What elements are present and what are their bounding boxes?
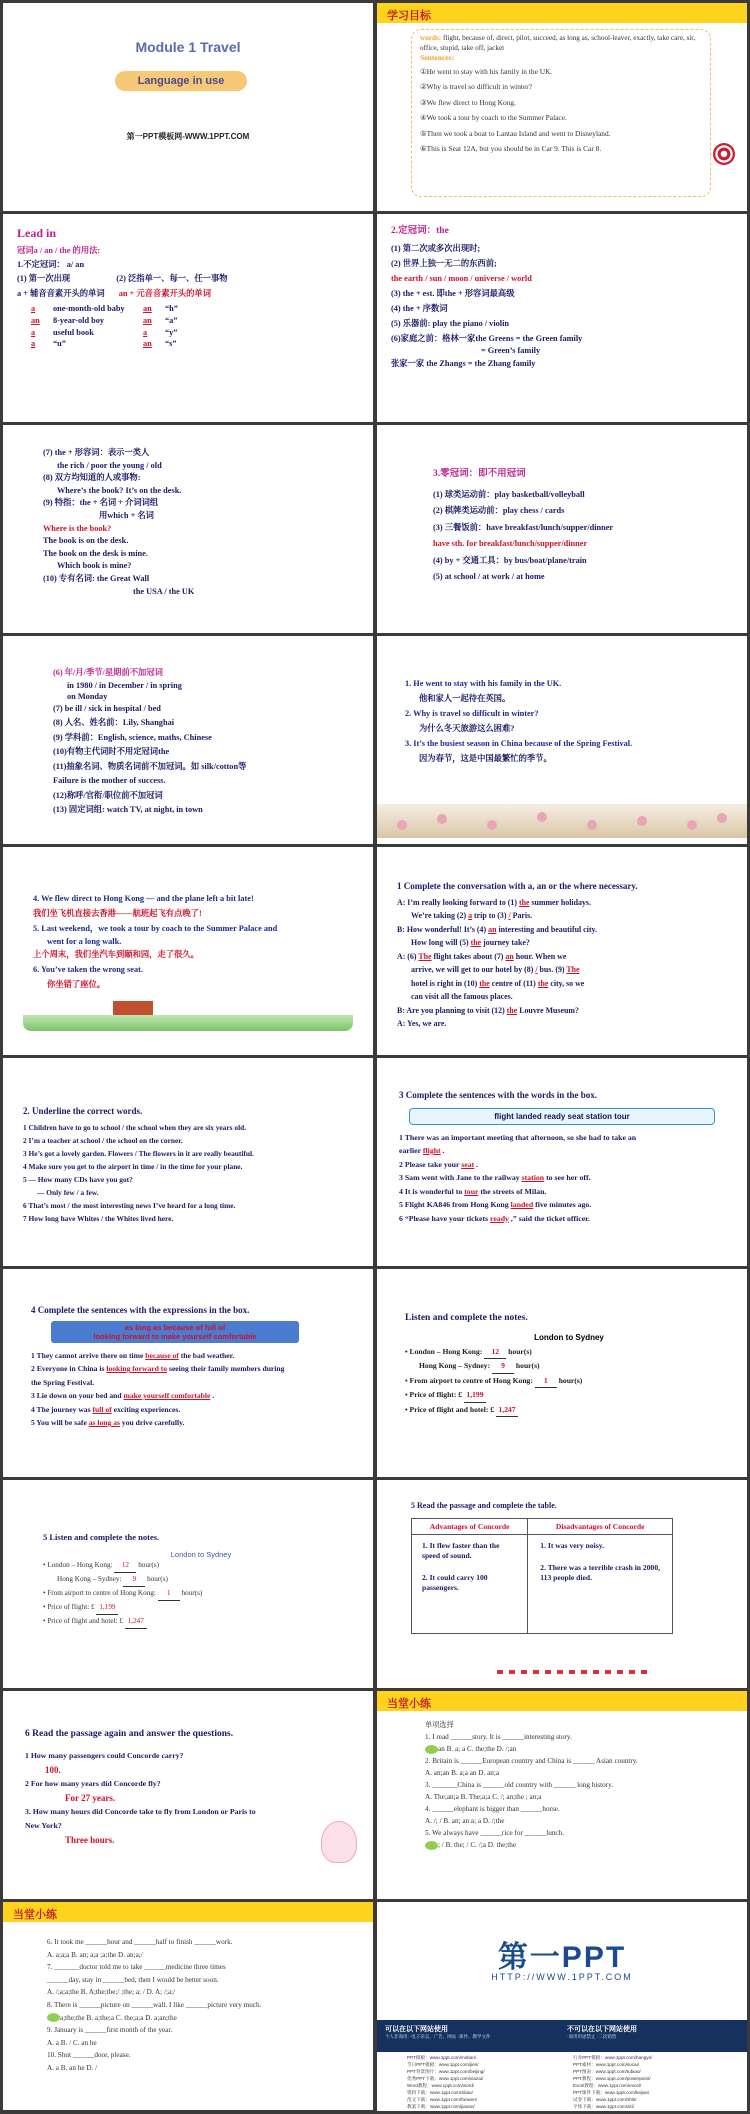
expression-box: as long as because of full of looking forward to make yourself comfortable bbox=[51, 1321, 299, 1343]
exercise-line: 2 I’m a teacher at school / the school on the corner. bbox=[23, 1135, 183, 1145]
rule-line: (13) 固定词组: watch TV, at night, in town bbox=[53, 805, 203, 814]
resource-link[interactable]: Excel教程：www.1ppt.com/excel/ bbox=[573, 2083, 642, 2088]
objectives-bar bbox=[377, 3, 747, 23]
rule-line: (2) 棋牌类运动前：play chess / cards bbox=[433, 506, 565, 516]
rule-line: (9) 特指：the + 名词 + 介词词组 bbox=[43, 498, 159, 508]
practice-line: A. an;an B. a;a an D. an;a bbox=[425, 1769, 500, 1777]
sentence-line: 为什么冬天旅游这么困难? bbox=[419, 724, 515, 733]
slide-title: 3.零冠词：即不用冠词 bbox=[433, 469, 526, 479]
rule-line: Where’s the book? It’s on the desk. bbox=[57, 485, 182, 495]
slide-exercise-2[interactable] bbox=[3, 1058, 373, 1266]
notes-card-title: London to Sydney bbox=[170, 1549, 232, 1559]
exercise-line: 6 That’s most / the most interesting news I’ve heard for a long time. bbox=[23, 1200, 236, 1210]
answer[interactable]: 9 bbox=[492, 1359, 514, 1374]
rule-line: (6) 年/月/季节/星期前不加冠词 bbox=[53, 668, 163, 677]
exercise-line: 3 He’s got a lovely garden. Flowers / The flowers in it are really beautiful. bbox=[23, 1148, 254, 1158]
rule-line: (10)有物主代词时不用定冠词the bbox=[53, 747, 170, 756]
rule-line: (4) the + 序数词 bbox=[391, 303, 448, 313]
sentence-line: 1. He went to stay with his family in the UK. bbox=[405, 679, 562, 688]
cover-footer: 第一PPT模板网-WWW.1PPT.COM bbox=[126, 132, 250, 141]
leadin-line: (2) 泛指单一、每一、任一事物 bbox=[116, 274, 228, 284]
rule-line: (9) 学科前：English, science, maths, Chinese bbox=[53, 732, 212, 742]
advantage-item: 1. It flew faster than the speed of sound. bbox=[422, 1541, 500, 1561]
advantage-item: 2. It could carry 100 passengers. bbox=[422, 1573, 488, 1593]
sentence-line: 因为春节，这是中国最繁忙的季节。 bbox=[419, 754, 552, 763]
sentence-line: 2. Why is travel so difficult in winter? bbox=[405, 709, 539, 718]
rule-line: (8) 人名、姓名前：Lily, Shanghai bbox=[53, 718, 175, 727]
resource-link[interactable]: 行业PPT模板：www.1ppt.com/hangye/ bbox=[573, 2055, 653, 2060]
rule-line: (5) 乐器前: play the piano / violin bbox=[391, 318, 510, 328]
table-header: Disadvantages of Concorde bbox=[528, 1518, 673, 1535]
practice-line: A. a B. / C. an he bbox=[47, 2038, 97, 2047]
answer[interactable]: an bbox=[488, 924, 497, 934]
resource-link[interactable]: 优秀PPT下载：www.1ppt.com/xiazai/ bbox=[407, 2076, 484, 2081]
landscape-strip bbox=[23, 1015, 353, 1031]
brand-url[interactable]: HTTP://WWW.1PPT.COM bbox=[491, 1972, 633, 1982]
rule-line: (5) at school / at work / at home bbox=[433, 572, 545, 582]
slide-title: 2.定冠词：the bbox=[391, 226, 449, 236]
rule-line: (6)家庭之前：格林一家the Greens = the Green family bbox=[391, 333, 583, 343]
leadin-line: a + 辅音音素开头的单词 bbox=[17, 288, 105, 298]
objectives-header: 学习目标 bbox=[387, 10, 431, 22]
practice-line: 2. Britain is ______European country and China is ______ Asian country. bbox=[425, 1757, 638, 1765]
sentence-line: went for a long walk. bbox=[47, 937, 122, 946]
practice-line: 7. _______doctor told me to take ______medicine three times bbox=[47, 1963, 226, 1972]
slide-concorde-questions[interactable] bbox=[3, 1691, 373, 1899]
practice-bar bbox=[377, 1691, 747, 1711]
sentence-item: ②Why is travel so difficult in winter? bbox=[420, 82, 532, 92]
resource-link[interactable]: 节日PPT模板：www.1ppt.com/jieri/ bbox=[407, 2062, 479, 2067]
practice-line: 1. I read ______story. It is ______interesting story. bbox=[425, 1733, 572, 1741]
answer[interactable]: the bbox=[479, 978, 490, 988]
resource-link[interactable]: PPT素材：www.1ppt.com/sucai/ bbox=[573, 2062, 639, 2067]
rule-line: (4) by + 交通工具：by bus/boat/plane/train bbox=[433, 555, 587, 565]
answer[interactable]: seat bbox=[461, 1159, 475, 1169]
resource-link[interactable]: PPT背景图片：www.1ppt.com/beijing/ bbox=[407, 2069, 485, 2074]
resource-link[interactable]: 范文下载：www.1ppt.com/fanwen/ bbox=[407, 2097, 478, 2102]
resource-link[interactable]: 教案下载：www.1ppt.com/jiaoan/ bbox=[407, 2104, 475, 2109]
leadin-line: (1) 第一次出现 bbox=[17, 274, 71, 284]
answer[interactable]: 12 bbox=[114, 1559, 136, 1573]
rule-line: (8) 双方均知道的人或事物: bbox=[43, 473, 141, 483]
slide-exercise-4[interactable]: 4 Complete the sentences with the expressions in the box. as long as because of full of looking forward to make yourself comfortable 1 They cannot arrive there on time because of the bad weather. 2 Everyone in China is looking forward to seeing their family members during the Spring Festival. 3 Lie down on your bed and make yourself comfortable . 4 The journey was full of exciting experiences. 5 You will be safe as long as you drive carefully. bbox=[3, 1269, 373, 1477]
concorde-table bbox=[411, 1518, 673, 1635]
question: 3. How many hours did Concorde take to fly from London or Paris to New York? bbox=[25, 1806, 256, 1830]
slide-lead-in[interactable] bbox=[3, 214, 373, 422]
slide-zero-article-2[interactable] bbox=[3, 636, 373, 844]
exercise-line: 5 — How many CDs have you got? bbox=[23, 1174, 133, 1184]
lollipop-icon bbox=[713, 143, 735, 165]
forbidden-title: 不可以在以下网站使用 bbox=[567, 2026, 637, 2033]
answer[interactable]: landed bbox=[510, 1200, 534, 1210]
practice-line: ______day, stay in ______bed, then I would be better soon. bbox=[47, 1975, 219, 1984]
answer[interactable]: 12 bbox=[484, 1345, 506, 1360]
resource-link[interactable]: PPT模板：www.1ppt.com/moban/ bbox=[407, 2055, 477, 2060]
leadin-line: 1.不定冠词： a/ an bbox=[17, 259, 85, 269]
answer[interactable]: an bbox=[505, 951, 514, 961]
answer[interactable]: station bbox=[521, 1173, 545, 1183]
exercise-title: 3 Complete the sentences with the words in the box. bbox=[399, 1090, 597, 1100]
practice-line: an B. a; a C. the;the D. /;an bbox=[425, 1743, 638, 1755]
rule-line: in 1980 / in December / in spring bbox=[67, 680, 182, 690]
article-row: a “u” an “s” bbox=[31, 339, 177, 349]
answer[interactable]: 1 bbox=[158, 1587, 180, 1601]
rule-line: Which book is mine? bbox=[57, 561, 132, 571]
sentences-label: Sentences: bbox=[420, 53, 455, 62]
rule-line: The book is on the desk. bbox=[43, 536, 129, 546]
slide-practice-1[interactable] bbox=[377, 1691, 747, 1899]
rule-line: (1) 球类运动前：play basketball/volleyball bbox=[433, 489, 585, 499]
practice-line: 9. January is ______first month of the year. bbox=[47, 2026, 173, 2035]
rule-line: (3) 三餐饭前：have breakfast/lunch/supper/dinner bbox=[433, 522, 614, 532]
answer[interactable]: a bbox=[468, 911, 473, 921]
slide-brand[interactable] bbox=[377, 1902, 747, 2111]
answer: 100. bbox=[45, 1764, 61, 1775]
practice-header: 当堂小练 bbox=[13, 1909, 57, 1921]
rule-line: the earth / sun / moon / universe / world bbox=[391, 273, 532, 283]
sentence-line: 你坐错了座位。 bbox=[47, 980, 106, 989]
answer[interactable]: 1,247 bbox=[125, 1615, 147, 1629]
sentence-line: 他和家人一起待在英国。 bbox=[419, 694, 511, 703]
article-row: a useful book a “y” bbox=[31, 327, 178, 337]
answer[interactable]: 1,199 bbox=[464, 1388, 486, 1403]
decor-line bbox=[497, 1670, 647, 1674]
word-box: flight landed ready seat station tour bbox=[409, 1108, 715, 1125]
rule-line: have sth. for breakfast/lunch/supper/dinner bbox=[433, 539, 588, 549]
exercise-title: 2. Underline the correct words. bbox=[23, 1106, 143, 1116]
slide-objectives[interactable] bbox=[377, 3, 747, 211]
sentence-item: ⑤Then we took a boat to Lantau Island and went to Disneyland. bbox=[420, 128, 611, 138]
slide-listen-notes-2[interactable]: 5 Listen and complete the notes. London to Sydney • London – Hong Kong: 12 hour(s) Hong Kong – Sydney: 9 hour(s) • From airport to centre of Hong Kong: 1 hour(s) • Price of flight: £ 1,199 • Price of flight and hotel: £ 1,247 bbox=[3, 1480, 373, 1688]
rule-line: (7) be ill / sick in hospital / bed bbox=[53, 703, 161, 713]
answer[interactable]: ready bbox=[490, 1213, 509, 1223]
practice-line: A. /; / B. an; an a; a D. /;the bbox=[425, 1817, 505, 1825]
exercise-title: 5 Read the passage and complete the table. bbox=[411, 1501, 557, 1510]
answer[interactable]: the bbox=[506, 1005, 518, 1015]
rule-line: (11)抽象名词、物质名词前不加冠词。如 silk/cotton等 bbox=[53, 761, 247, 771]
practice-line: A. a;a;a B. an; a;a ;a;the D. an;a;/ bbox=[47, 1950, 143, 1959]
forbidden-text: ·商用用途禁止 ·二次销售 bbox=[567, 2034, 617, 2039]
correct-mark-icon bbox=[425, 1841, 438, 1850]
bunny-icon bbox=[321, 1821, 357, 1863]
sentence-line: 上个周末，我们坐汽车到颐和园，走了很久。 bbox=[33, 950, 199, 959]
question: 1 How many passengers could Concorde carry? bbox=[25, 1750, 184, 1760]
exercise-line: 4 Make sure you get to the airport in time / in the time for your plane. bbox=[23, 1161, 243, 1171]
answer[interactable]: flight bbox=[422, 1146, 441, 1156]
rule-line: (3) the + est. 即the + 形容词最高级 bbox=[391, 288, 515, 298]
practice-line: 4. ______elephant is bigger than ______horse. bbox=[425, 1805, 560, 1813]
exercise-title: 1 Complete the conversation with a, an or the where necessary. bbox=[397, 881, 638, 891]
article-row: a one-month-old baby an “h” bbox=[31, 304, 178, 314]
slide-listen-notes[interactable]: Listen and complete the notes. London to Sydney • London – Hong Kong: 12 hour(s) Hong Kong – Sydney: 9 hour(s) • From airport to centre of Hong Kong: 1 hour(s) • Price of flight: £ 1,199 • Price of flight and hotel: £ 1,247 bbox=[377, 1269, 747, 1477]
resource-link[interactable]: PPT图表：www.1ppt.com/tubiao/ bbox=[573, 2069, 641, 2074]
slide-practice-2[interactable] bbox=[3, 1902, 373, 2110]
answer[interactable]: tour bbox=[464, 1186, 479, 1196]
sentence-item: ③We flew direct to Hong Kong. bbox=[420, 97, 516, 107]
practice-sub: 单项选择 bbox=[425, 1721, 454, 1729]
answer[interactable]: the bbox=[470, 938, 482, 948]
sentence-line: 5. Last weekend，we took a tour by coach to the Summer Palace and bbox=[33, 924, 278, 933]
answer[interactable]: make yourself comfortable bbox=[123, 1391, 211, 1401]
slide-definite-article[interactable] bbox=[377, 214, 747, 422]
cover-pill: Language in use bbox=[115, 71, 247, 91]
answer[interactable]: full of bbox=[92, 1404, 112, 1414]
disadvantage-item: 2. There was a terrible crash in 2000, 113 people died. bbox=[540, 1563, 661, 1583]
allowed-text: 个人非商用：·电子杂志、广告、网站 ·课件、教学文件 bbox=[385, 2034, 491, 2039]
leadin-sub: 冠词a / an / the 的用法: bbox=[17, 246, 101, 255]
exercise-line: 7 How long have Whites / the Whites lived here. bbox=[23, 1213, 174, 1223]
answer[interactable]: 1,199 bbox=[96, 1601, 118, 1615]
answer[interactable]: as long as bbox=[88, 1418, 120, 1428]
answer: For 27 years. bbox=[65, 1792, 116, 1803]
sentence-line: 我们坐飞机直接去香港——航班起飞有点晚了! bbox=[33, 909, 202, 918]
practice-line: 10. Shut ______door, please. bbox=[47, 2051, 131, 2060]
exercise-title: 5 Listen and complete the notes. bbox=[43, 1532, 160, 1542]
answer[interactable]: because of bbox=[145, 1350, 179, 1360]
answer[interactable]: the bbox=[518, 897, 530, 907]
exercise-line: 1 Children have to go to school / the school when they are six years old. bbox=[23, 1122, 247, 1132]
practice-bar bbox=[3, 1902, 373, 1922]
resource-link[interactable]: PPT课件下载：www.1ppt.com/kejian/ bbox=[573, 2090, 650, 2095]
answer[interactable]: / bbox=[508, 911, 511, 921]
answer[interactable]: The bbox=[418, 951, 432, 961]
rule-line: (7) the + 形容词：表示一类人 bbox=[43, 448, 150, 457]
slide-sentences-1[interactable] bbox=[377, 636, 747, 844]
slide-exercise-3[interactable]: 3 Complete the sentences with the words in the box. flight landed ready seat station tour 1 There was an important meeting that afternoon, so she had to take an earlier flight . 2 Please take your seat . 3 Sam went with Jane to the railway station to see her off. 4 It is wonderful to tour the streets of Milan. 5 Flight KA846 from Hong Kong landed five minutes ago. 6 “Please have your tickets ready ,” said the ticket officer. bbox=[377, 1058, 747, 1266]
resource-link[interactable]: 字体下载：www.1ppt.com/ziti/ bbox=[573, 2104, 635, 2109]
slide-sentences-2[interactable] bbox=[3, 847, 373, 1055]
rule-line: the rich / poor the young / old bbox=[57, 460, 162, 470]
slide-the-usage[interactable] bbox=[3, 425, 373, 633]
slide-zero-article[interactable] bbox=[377, 425, 747, 633]
correct-mark-icon bbox=[425, 1745, 438, 1754]
exercise-title: Listen and complete the notes. bbox=[405, 1313, 528, 1323]
practice-line: 3. _______China is ______old country with ______ long history. bbox=[425, 1781, 614, 1789]
allowed-title: 可以在以下网站使用 bbox=[385, 2026, 448, 2033]
practice-header: 当堂小练 bbox=[387, 1698, 431, 1710]
rule-line: (2) 世界上独一无二的东西前; bbox=[391, 258, 497, 268]
practice-line: 6. It took me ______hour and ______half to finish ______work. bbox=[47, 1938, 233, 1946]
resource-link[interactable]: Word教程：www.1ppt.com/word/ bbox=[407, 2083, 475, 2088]
answer[interactable]: looking forward to bbox=[106, 1364, 168, 1374]
answer[interactable]: the bbox=[537, 978, 549, 988]
rule-line: (10) 专有名词: the Great Wall bbox=[43, 573, 150, 583]
rule-line: Where is the book? bbox=[43, 523, 112, 533]
practice-line: ; / B. the; / C. /;a D. the;the bbox=[425, 1839, 638, 1851]
sentence-item: ④We took a tour by coach to the Summer Palace. bbox=[420, 113, 567, 123]
rule-line: 用which + 名词 bbox=[99, 510, 154, 520]
practice-line: A. /;a;a;the B. A;the;the;/ ;the; a; / D. A; /;a;/ bbox=[47, 1988, 176, 1997]
rule-line: the USA / the UK bbox=[133, 586, 195, 596]
exercise-title: 6 Read the passage again and answer the questions. bbox=[25, 1729, 234, 1739]
rule-line: 张家一家 the Zhangs = the Zhang family bbox=[391, 358, 536, 368]
answer[interactable]: 9 bbox=[123, 1573, 145, 1587]
blossom-banner bbox=[377, 804, 747, 838]
answer[interactable]: / bbox=[535, 965, 538, 975]
sentence-line: 4. We flew direct to Hong Kong — and the plane left a bit late! bbox=[33, 894, 254, 903]
resource-link[interactable]: 试卷下载：www.1ppt.com/shiti/ bbox=[573, 2097, 637, 2102]
house-icon bbox=[113, 1001, 153, 1015]
rule-line: (12)称呼/官衔/职位前不加冠词 bbox=[53, 790, 163, 800]
resource-link[interactable]: 资料下载：www.1ppt.com/ziliao/ bbox=[407, 2090, 473, 2095]
correct-mark-icon bbox=[47, 2013, 60, 2022]
brand-logo: 第一PPT bbox=[497, 1941, 627, 1974]
article-row: an 8-year-old boy an “a” bbox=[31, 315, 178, 325]
practice-line: A. The;an;a B. The;a;a C. /; an;the ; an;a bbox=[425, 1793, 542, 1801]
sentence-line: 6. You’ve taken the wrong seat. bbox=[33, 965, 143, 974]
notes-card-title: London to Sydney bbox=[534, 1332, 604, 1342]
rule-line: Failure is the mother of success. bbox=[53, 776, 166, 785]
answer[interactable]: 1 bbox=[535, 1374, 557, 1389]
practice-line: A. a B. an he D. / bbox=[47, 2063, 98, 2072]
answer: Three hours. bbox=[65, 1834, 115, 1845]
exercise-title: 4 Complete the sentences with the expressions in the box. bbox=[31, 1305, 250, 1315]
answer[interactable]: 1,247 bbox=[496, 1403, 518, 1418]
practice-line: a;the;the B. a;the;a C. the;a;a D. a;an;the bbox=[47, 2012, 261, 2025]
rule-line: The book on the desk is mine. bbox=[43, 548, 148, 558]
slide-cover[interactable] bbox=[3, 3, 373, 211]
words-list: flight, because of, direct, pilot, succeed, as long as, school-leaver, exactly, take care, sir, office, stupid, take off, jacket bbox=[420, 34, 696, 52]
rule-line: on Monday bbox=[67, 691, 108, 701]
leadin-line: an + 元音音素开头的单词 bbox=[118, 288, 212, 298]
cover-title: Module 1 Travel bbox=[135, 39, 241, 55]
exercise-line: — Only few / a few. bbox=[37, 1187, 99, 1197]
words-label: words: bbox=[420, 34, 442, 42]
rule-line: = Green’s family bbox=[481, 345, 541, 355]
slide-exercise-1[interactable]: 1 Complete the conversation with a, an or the where necessary. A: I’m really looking forward to (1) the summer holidays. We’re taking (2) a trip to (3) / Paris. B: How wonderful! It’s (4) an interesting and beautiful city. How long will (5) the journey take? A: (6) The flight takes about (7) an hour. When we arrive, we will get to our hotel by (8) / bus. (9) The hotel is right in (10) the centre of (11) the city, so we can visit all the famous places. B: Are you planning to visit (12) the Louvre Museum? A: Yes, we are. bbox=[377, 847, 747, 1055]
sentence-item: ①He went to stay with his family in the UK. bbox=[420, 66, 553, 76]
disadvantage-item: 1. It was very noisy. bbox=[540, 1541, 604, 1551]
objectives-box bbox=[411, 29, 711, 197]
answer[interactable]: The bbox=[566, 965, 580, 975]
practice-line: 5. We always have ______rice for ______lunch. bbox=[425, 1829, 565, 1837]
question: 2 For how many years did Concorde fly? bbox=[25, 1778, 161, 1788]
sentence-item: ⑥This is Seat 12A, but you should be in Car 9. This is Car 8. bbox=[420, 144, 602, 154]
practice-line: 8. There is ______picture on ______wall. I like ______picture very much. bbox=[47, 2000, 262, 2009]
sentence-line: 3. It’s the busiest season in China because of the Spring Festival. bbox=[405, 739, 633, 748]
leadin-title: Lead in bbox=[17, 226, 57, 240]
rule-line: (1) 第二次或多次出现时; bbox=[391, 243, 481, 253]
resource-link[interactable]: PPT教程：www.1ppt.com/powerpoint/ bbox=[573, 2076, 651, 2081]
table-header: Advantages of Concorde bbox=[412, 1518, 528, 1535]
slide-concorde-table[interactable] bbox=[377, 1480, 747, 1688]
